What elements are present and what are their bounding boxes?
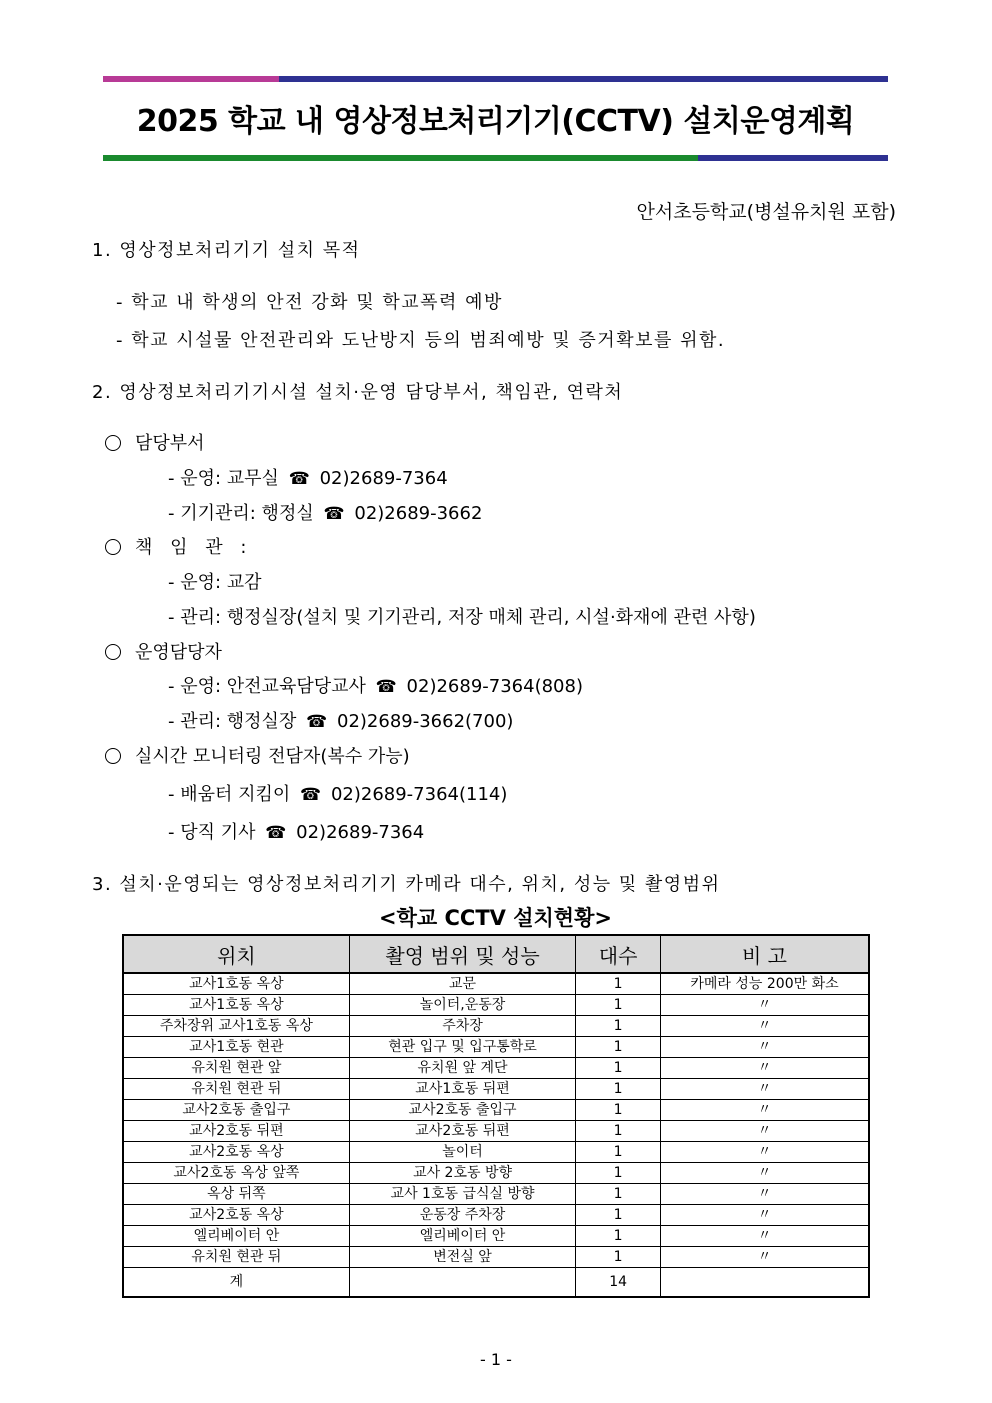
table-caption: <학교 CCTV 설치현황> — [379, 906, 612, 930]
table-cell: 교사2호동 옥상 앞쪽 — [123, 1163, 349, 1184]
contact-line: - 관리: 행정실장 ☎ 02)2689-3662(700) — [168, 711, 514, 732]
table-cell: 1 — [576, 1226, 661, 1247]
table-cell: 〃 — [661, 1205, 869, 1226]
contact-line: - 관리: 행정실장(설치 및 기기관리, 저장 매체 관리, 시설·화재에 관련 사항) — [168, 607, 756, 628]
table-cell: 교사1호동 옥상 — [123, 973, 349, 995]
table-header-row — [123, 935, 869, 973]
circle-bullet-icon — [105, 748, 121, 764]
table-cell: 〃 — [661, 1163, 869, 1184]
table-cell: 교사1호동 현관 — [123, 1037, 349, 1058]
table-cell: 교사2호동 출입구 — [349, 1100, 575, 1121]
total-count: 14 — [576, 1268, 661, 1298]
table-cell: 〃 — [661, 1247, 869, 1268]
table-cell: 엘리베이터 안 — [349, 1226, 575, 1247]
table-cell: 1 — [576, 1037, 661, 1058]
contact-line: - 운영: 교감 — [168, 572, 262, 593]
table-row — [123, 1079, 869, 1100]
table-cell: 1 — [576, 995, 661, 1016]
table-cell: 〃 — [661, 1226, 869, 1247]
top-divider-bar — [103, 76, 888, 82]
table-cell: 교사1호동 뒤편 — [349, 1079, 575, 1100]
table-cell: 카메라 성능 200만 화소 — [661, 973, 869, 995]
table-cell: 〃 — [661, 995, 869, 1016]
table-cell: 1 — [576, 1058, 661, 1079]
table-row — [123, 1163, 869, 1184]
section2-heading: 2. 영상정보처리기기시설 설치·운영 담당부서, 책임관, 연락처 — [92, 382, 624, 403]
table-cell: 교사2호동 뒤편 — [123, 1121, 349, 1142]
group-label: 운영담당자 — [105, 638, 222, 664]
contact-line: - 기기관리: 행정실 ☎ 02)2689-3662 — [168, 503, 483, 524]
table-cell: 유치원 앞 계단 — [349, 1058, 575, 1079]
column-header: 위치 — [123, 935, 349, 973]
telephone-icon: ☎ — [323, 504, 345, 524]
table-cell: 교사2호동 옥상 — [123, 1142, 349, 1163]
table-cell: 1 — [576, 1163, 661, 1184]
total-label: 계 — [123, 1268, 349, 1298]
telephone-icon: ☎ — [265, 823, 287, 843]
page-number: - 1 - — [480, 1350, 512, 1369]
table-cell: 〃 — [661, 1079, 869, 1100]
page-title: 2025 학교 내 영상정보처리기기(CCTV) 설치운영계획 — [136, 104, 855, 139]
contact-line: - 배움터 지킴이 ☎ 02)2689-7364(114) — [168, 784, 508, 805]
table-cell: 1 — [576, 973, 661, 995]
table-row — [123, 1121, 869, 1142]
table-cell: 1 — [576, 1205, 661, 1226]
table-cell: 1 — [576, 1016, 661, 1037]
table-cell: 교사1호동 옥상 — [123, 995, 349, 1016]
table-row — [123, 1184, 869, 1205]
contact-line: - 당직 기사 ☎ 02)2689-7364 — [168, 822, 425, 843]
group-label: 실시간 모니터링 전담자(복수 가능) — [105, 742, 410, 768]
column-header: 비 고 — [661, 935, 869, 973]
contact-line: - 운영: 안전교육담당교사 ☎ 02)2689-7364(808) — [168, 676, 583, 697]
column-header: 대수 — [576, 935, 661, 973]
table-cell: 유치원 현관 뒤 — [123, 1079, 349, 1100]
school-name: 안서초등학교(병설유치원 포함) — [636, 201, 896, 223]
table-row — [123, 1247, 869, 1268]
table-row — [123, 1016, 869, 1037]
table-row — [123, 1142, 869, 1163]
table-cell: 놀이터,운동장 — [349, 995, 575, 1016]
table-cell: 1 — [576, 1184, 661, 1205]
telephone-icon: ☎ — [375, 677, 397, 697]
table-cell: 교사2호동 뒤편 — [349, 1121, 575, 1142]
table-cell: 유치원 현관 뒤 — [123, 1247, 349, 1268]
table-cell: 주차장 — [349, 1016, 575, 1037]
top-bar-magenta-segment — [103, 76, 279, 82]
table-cell: 〃 — [661, 1058, 869, 1079]
table-cell: 1 — [576, 1100, 661, 1121]
section1-item: - 학교 시설물 안전관리와 도난방지 등의 범죄예방 및 증거확보를 위함. — [116, 330, 726, 351]
section1-heading: 1. 영상정보처리기기 설치 목적 — [92, 240, 361, 261]
circle-bullet-icon — [105, 644, 121, 660]
table-cell: 주차장위 교사1호동 옥상 — [123, 1016, 349, 1037]
circle-bullet-icon — [105, 435, 121, 451]
circle-bullet-icon — [105, 539, 121, 555]
section3-heading: 3. 설치·운영되는 영상정보처리기기 카메라 대수, 위치, 성능 및 촬영범위 — [92, 874, 721, 895]
table-row — [123, 1226, 869, 1247]
top-bar-navy-segment — [279, 76, 888, 82]
table-cell: 〃 — [661, 1100, 869, 1121]
cctv-table — [122, 934, 870, 1298]
table-cell: 현관 입구 및 입구통학로 — [349, 1037, 575, 1058]
table-row — [123, 1058, 869, 1079]
table-cell: 놀이터 — [349, 1142, 575, 1163]
table-cell — [349, 1268, 575, 1298]
group-label: 담당부서 — [105, 429, 205, 455]
telephone-icon: ☎ — [288, 469, 310, 489]
column-header: 촬영 범위 및 성능 — [349, 935, 575, 973]
table-cell: 1 — [576, 1142, 661, 1163]
bottom-divider-bar — [103, 155, 888, 161]
table-row — [123, 1037, 869, 1058]
table-cell: 〃 — [661, 1037, 869, 1058]
group-label: 책 임 관 : — [105, 533, 252, 559]
telephone-icon: ☎ — [306, 712, 328, 732]
table-cell: 1 — [576, 1079, 661, 1100]
table-cell — [661, 1268, 869, 1298]
table-row — [123, 995, 869, 1016]
telephone-icon: ☎ — [300, 785, 322, 805]
table-cell: 엘리베이터 안 — [123, 1226, 349, 1247]
table-row — [123, 973, 869, 995]
contact-line: - 운영: 교무실 ☎ 02)2689-7364 — [168, 468, 448, 489]
table-cell: 교사 2호동 방향 — [349, 1163, 575, 1184]
table-cell: 교문 — [349, 973, 575, 995]
table-cell: 1 — [576, 1121, 661, 1142]
table-cell: 교사2호동 옥상 — [123, 1205, 349, 1226]
table-cell: 변전실 앞 — [349, 1247, 575, 1268]
table-cell: 유치원 현관 앞 — [123, 1058, 349, 1079]
table-cell: 운동장 주차장 — [349, 1205, 575, 1226]
table-cell: 〃 — [661, 1184, 869, 1205]
table-cell: 〃 — [661, 1016, 869, 1037]
bottom-bar-green-segment — [103, 155, 698, 161]
table-row — [123, 1100, 869, 1121]
table-row — [123, 1205, 869, 1226]
section1-item: - 학교 내 학생의 안전 강화 및 학교폭력 예방 — [116, 292, 503, 313]
bottom-bar-navy-segment — [698, 155, 888, 161]
table-cell: 교사2호동 출입구 — [123, 1100, 349, 1121]
table-cell: 1 — [576, 1247, 661, 1268]
table-total-row — [123, 1268, 869, 1298]
table-cell: 〃 — [661, 1142, 869, 1163]
table-cell: 옥상 뒤쪽 — [123, 1184, 349, 1205]
table-cell: 교사 1호동 급식실 방향 — [349, 1184, 575, 1205]
table-cell: 〃 — [661, 1121, 869, 1142]
